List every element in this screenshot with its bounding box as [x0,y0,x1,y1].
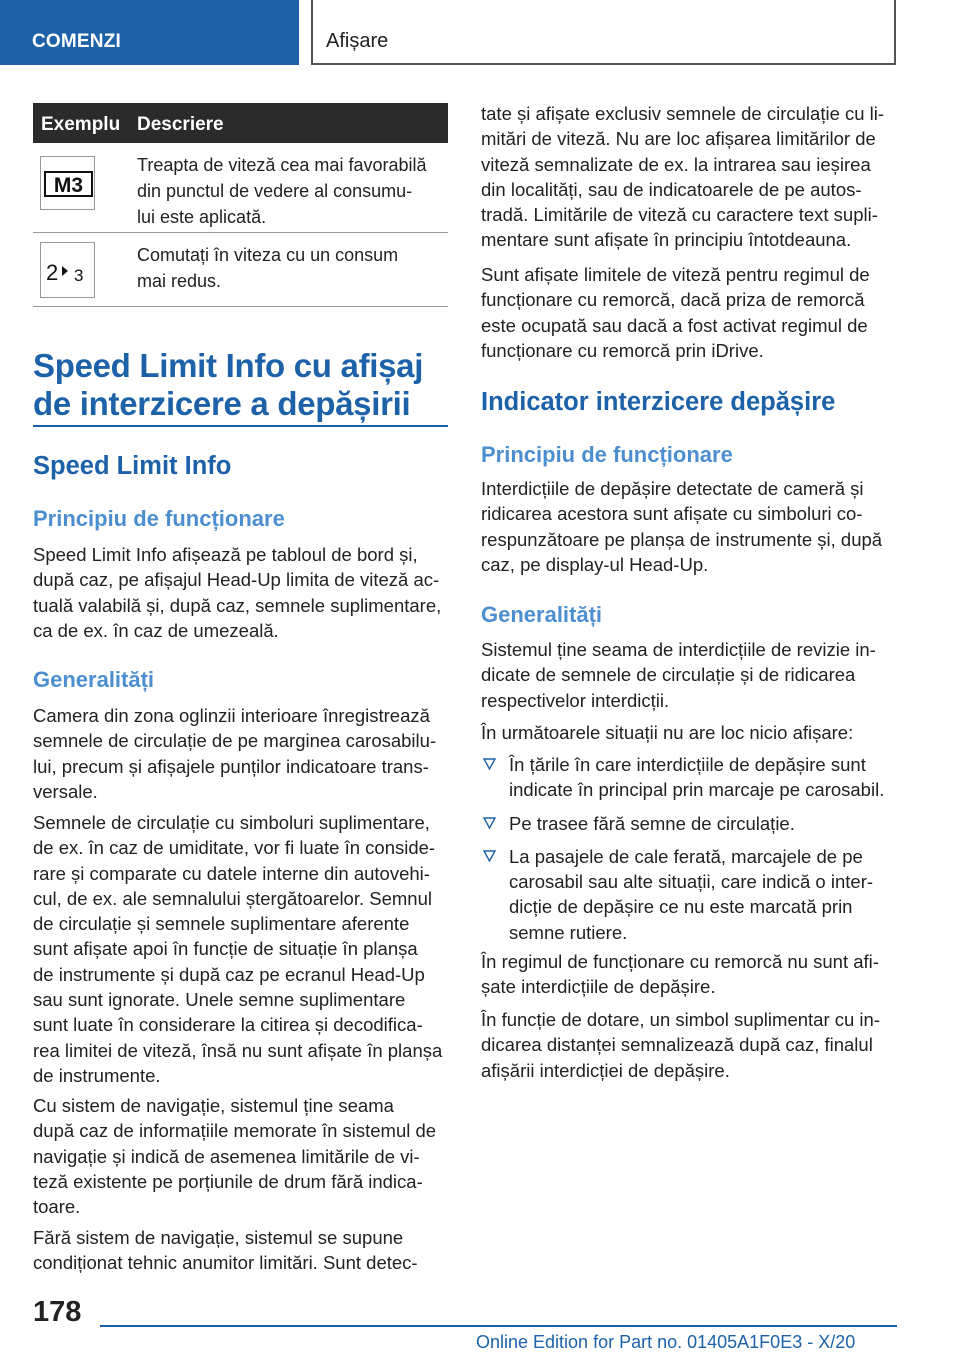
text-line: de circulație și semnele suplimentare aferente [33,913,410,935]
subsection-heading: Principiu de funcționare [33,506,285,531]
paragraph [33,1093,453,1219]
gear-shift-icon [40,242,95,298]
section-heading: Indicator interzicere depășire [481,388,836,416]
column-header-example: Exemplu [41,114,121,135]
row-description [137,242,398,294]
text-line: sunt afișate apoi în funcție de situație în planșa [33,938,418,960]
subsection-heading: Generalități [33,667,155,692]
text-line: indicate în principal prin marcaje pe carosabil. [509,779,885,801]
text-line: rare și comparate cu datele interne din autovehi- [33,862,430,884]
title-rule [33,425,448,427]
text-line: Cu sistem de navigație, sistemul ține seama [33,1095,394,1116]
row-description [137,152,427,230]
paragraph [33,542,453,643]
text-line: În următoarele situații nu are loc nicio afișare: [481,722,854,743]
text-line: mitări de viteză. Nu are loc afișarea limitărilor de [481,128,876,150]
text-line: Semnele de circulație cu simboluri suplimentare, [33,812,430,833]
section-tab [0,0,299,65]
text-line: funcționare cu remorcă, dacă priza de remorcă [481,289,865,311]
description-line: mai redus. [137,271,222,291]
svg-text:2: 2 [46,260,59,285]
description-line: din punctul de vedere al consumu- [137,181,413,201]
text-line: afișării interdicției de depășire. [481,1059,730,1081]
chapter-label: Afișare [326,30,389,52]
text-line: În țările în care interdicțiile de depășire sunt [509,754,866,775]
edition-text: Online Edition for Part no. 01405A1F0E3 - X/20 [476,1332,856,1352]
page-title [33,347,448,423]
text-line: teză existente pe porțiunile de drum fără indica- [33,1170,423,1192]
text-line: ridicarea acestora sunt afișate cu simboluri co- [481,503,863,525]
paragraph [33,1225,453,1276]
text-line: din localități, sau de indicatoarele de pe autos- [481,178,862,200]
svg-text:3: 3 [74,266,84,285]
title-line: Speed Limit Info cu afișaj [33,347,424,384]
list-item [481,752,901,803]
text-line: cul, de ex. ale semnalului ștergătoarelor. Semnul [33,887,432,909]
text-line: este ocupată sau dacă a fost activat regimul de [481,314,868,336]
page-number: 178 [33,1296,82,1328]
list-item [481,844,901,945]
text-line: respectivelor interdicții. [481,689,670,711]
list-item [481,811,901,836]
text-line: condiționat tehnic anumitor limitări. Sunt detec- [33,1252,418,1274]
text-line: dicate de semnele de circulație și de ridicarea [481,664,856,686]
paragraph [481,262,901,363]
text-line: La pasajele de cale ferată, marcajele de pe [509,845,863,867]
paragraph [33,810,453,1088]
text-line: tuală valabilă și, după caz, semnele suplimentare, [33,594,442,616]
text-line: de ex. în caz de umiditate, vor fi luate în conside- [33,837,436,859]
text-line: de instrumente și după caz pe ecranul Head-Up [33,963,425,985]
triangle-bullet-icon [483,817,496,829]
paragraph [481,637,901,713]
text-line: caz, pe display-ul Head-Up. [481,553,709,575]
text-line: semnele de circulație de pe marginea carosabilu- [33,730,437,752]
table-row [33,143,448,233]
paragraph [481,476,901,577]
bullet-list [481,752,901,945]
text-line: navigație și indică de asemenea limitările de vi- [33,1145,420,1167]
footer-rule [100,1325,897,1327]
text-line: mentare sunt afișate în principiu întotdeauna. [481,229,852,251]
text-line: funcționare cu remorcă prin iDrive. [481,339,764,361]
text-line: șate interdicțiile de depășire. [481,976,716,998]
triangle-bullet-icon [483,850,496,862]
text-line: după caz de informațiile memorate în sistemul de [33,1120,437,1142]
text-line: Pe trasee fără semne de circulație. [509,812,795,834]
text-line: dicarea distanței semnalizează după caz, finalul [481,1034,873,1056]
text-line: Sistemul ține seama de interdicțiile de revizie in- [481,639,876,660]
text-line: toare. [33,1196,81,1218]
text-line: semne rutiere. [509,921,628,943]
text-line: tradă. Limitările de viteză cu caractere text supli- [481,204,878,226]
text-line: Speed Limit Info afișează pe tabloul de bord și, [33,544,418,565]
text-line: sau sunt ignorate. Unele semne suplimentare [33,989,406,1011]
text-line: În funcție de dotare, un simbol suplimentar cu in- [481,1009,880,1030]
text-line: respunzătoare pe planșa de instrumente și, după [481,528,883,550]
description-line: Comutați în viteza cu un consum [137,245,399,265]
text-line: viteză semnalizate de ex. la intrarea sau ieșirea [481,153,871,175]
text-line: dicție de depășire ce nu este marcată prin [509,896,853,918]
text-line: de instrumente. [33,1064,161,1086]
text-line: tate și afișate exclusiv semnele de circulație cu li- [481,103,885,124]
column-header-description: Descriere [137,114,224,135]
subsection-heading: Principiu de funcționare [481,442,733,467]
paragraph [481,720,901,745]
paragraph [481,949,901,1000]
description-line: Treapta de viteză cea mai favorabilă [137,155,427,175]
section-label: COMENZI [32,31,122,52]
text-line: după caz, pe afișajul Head-Up limita de viteză ac- [33,569,440,591]
section-heading: Speed Limit Info [33,452,232,480]
text-line: carosabil sau alte situații, care indică o inter- [509,871,874,893]
triangle-bullet-icon [483,758,496,770]
gear-m3-icon [40,156,95,210]
text-line: sunt luate în considerare la citirea și decodifica- [33,1014,423,1036]
text-line: În regimul de funcționare cu remorcă nu sunt afi- [481,951,879,972]
text-line: rea limitei de viteză, însă nu sunt afișate în planșa [33,1039,443,1061]
text-line: Sunt afișate limitele de viteză pentru regimul de [481,264,870,285]
table-row [33,233,448,307]
paragraph [481,101,901,253]
paragraph [33,703,453,804]
gear-table [33,103,448,307]
text-line: versale. [33,780,98,802]
paragraph [481,1007,901,1083]
description-line: lui este aplicată. [137,207,267,227]
subsection-heading: Generalități [481,602,603,627]
gear-m3-text: M3 [53,174,84,197]
text-line: Fără sistem de navigație, sistemul se supune [33,1227,404,1248]
chapter-box [311,0,896,65]
text-line: Camera din zona oglinzii interioare înregistrează [33,705,430,726]
title-line: de interzicere a depășirii [33,385,411,422]
text-line: Interdicțiile de depășire detectate de cameră și [481,478,864,499]
text-line: ca de ex. în caz de umezeală. [33,619,279,641]
text-line: lui, precum și afișajele punților indicatoare trans- [33,755,429,777]
table-header [33,103,448,143]
